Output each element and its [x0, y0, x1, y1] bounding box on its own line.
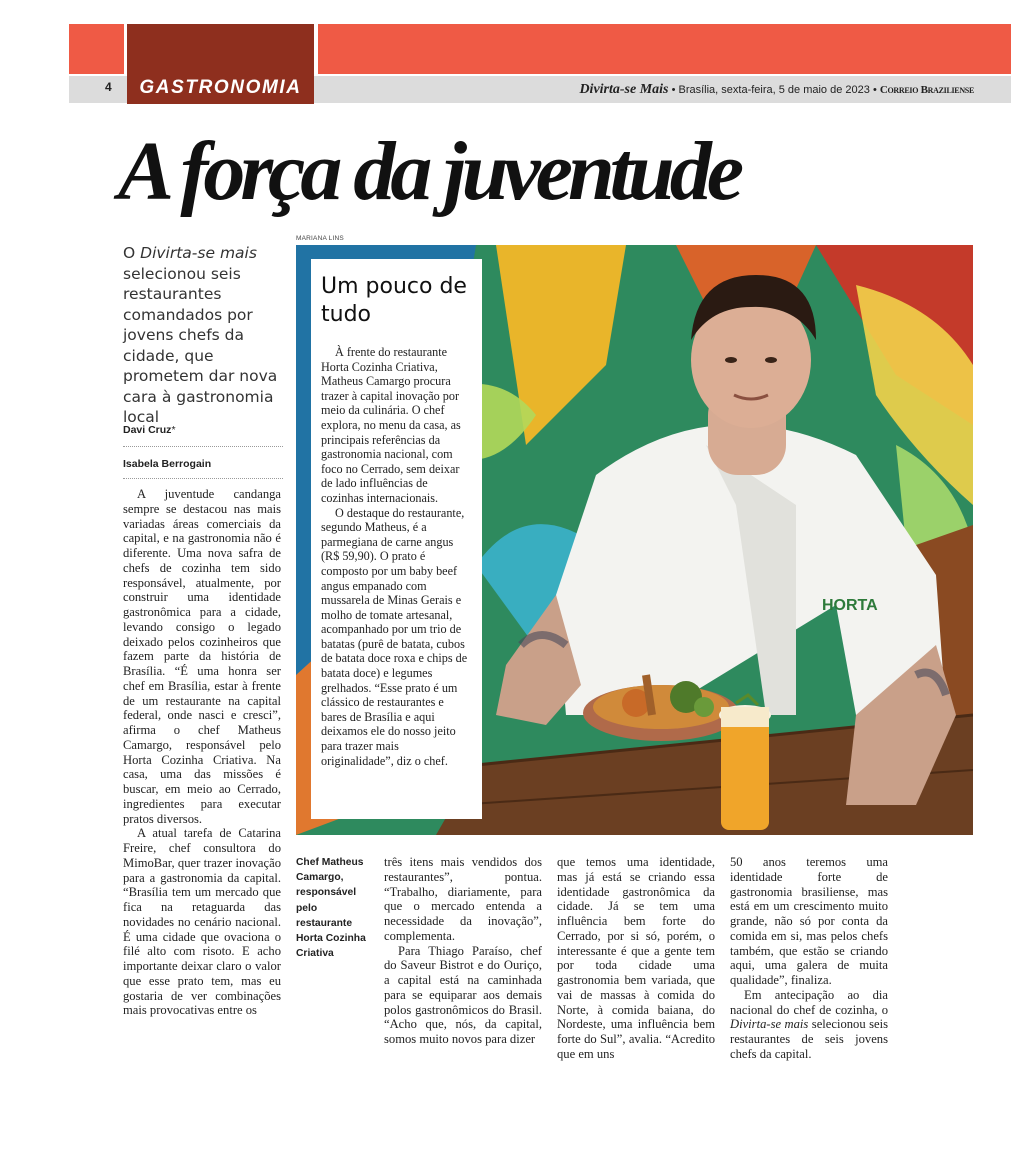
header-accent-left — [69, 24, 124, 74]
byline-divider — [123, 478, 283, 479]
lede-text: selecionou seis restaurantes comandados por jovens chefs da cidade, que prometem dar nova cara à gastronomia local — [123, 264, 278, 426]
page-number: 4 — [105, 80, 112, 94]
headline: A força da juventude — [118, 125, 740, 218]
newspaper-name: Correio Braziliense — [879, 84, 974, 96]
paragraph-text: selecionou seis restaurantes de seis jovens chefs da capital. — [730, 1017, 888, 1061]
byline-author-2: Isabela Berrogain — [123, 458, 212, 470]
byline-divider — [123, 446, 283, 447]
byline-author-1 — [123, 424, 176, 436]
header-accent-right — [318, 24, 1011, 74]
author-name: Davi Cruz — [123, 424, 172, 436]
section-label: GASTRONOMIA — [139, 77, 302, 98]
paragraph — [730, 988, 888, 1062]
body-column-3 — [557, 855, 715, 1062]
lede-italic-text: Divirta-se mais — [140, 244, 257, 262]
body-column-2 — [384, 855, 542, 1047]
author-footnote-mark: * — [171, 424, 176, 436]
sidebar-body — [321, 345, 472, 768]
bullet-separator: • — [671, 84, 676, 96]
publication-name: Divirta-se Mais — [579, 82, 669, 97]
body-column-1 — [123, 487, 281, 1018]
photo-credit: MARIANA LINS — [296, 235, 344, 242]
paragraph: À frente do restaurante Horta Cozinha Criativa, Matheus Camargo procura trazer à capital inovação por meio da culinária. O chef explora, no menu da casa, as principais referências da gastronomia nacional, com foco no Cerrado, sem deixar de lado influências de cozinhas internacionais. — [321, 345, 461, 505]
body-column-4 — [730, 855, 888, 1062]
dateline: Brasília, sexta-feira, 5 de maio de 2023 — [678, 84, 870, 96]
paragraph-italic-text: Divirta-se mais — [730, 1017, 809, 1032]
photo-caption: Chef Matheus Camargo, responsável pelo restaurante Horta Cozinha Criativa — [296, 857, 366, 960]
lede-text: O — [123, 244, 141, 262]
folio-line — [579, 82, 974, 98]
bullet-separator: • — [872, 84, 877, 96]
paragraph: que temos uma identidade, mas já está se criando essa identidade gastronômica da cidade. Já se tem uma influência bem forte do Cerrado, por si só, porém, o interessante é que a gente tem por toda cidade uma gastronomia bem variada, que vai de massas à comida do Norte, à comida baiana, do Nordeste, uma influência bem forte do Sul”, avalia. “Acredito que em uns — [557, 855, 715, 1061]
paragraph: A juventude candanga sempre se destacou nas mais variadas áreas comerciais da capital, e na gastronomia não é diferente. Uma nova safra de chefs de cozinha tem sido responsável, atualmente, por construir uma identidade gastronômica para a cidade, levando consigo o legado deixado pelos cozinheiros que fazem parte da história de Brasília. “É uma honra ser chef em Brasília, estar à frente de um restaurante na capital federal, onde nasci e cresci”, afirma o chef Matheus Camargo, responsável pelo Horta Cozinha Criativa. Na casa, uma das missões é buscar, em meio ao Cerrado, ingredientes para executar pratos diversos. — [123, 487, 281, 826]
paragraph: 50 anos teremos uma identidade forte de gastronomia brasiliense, mas está em um crescimento muito grande, não só por conta da comida em si, mas pelos chefs também, que estão se criando aqui, uma galera de muita qualidade”, finaliza. — [730, 855, 888, 987]
paragraph: A atual tarefa de Catarina Freire, chef consultora do MimoBar, quer trazer inovação para a gastronomia da capital. “Brasília tem um mercado que fica na retaguarda das novidades no cenário nacional. É uma cidade que ovaciona o filé alto com risoto. E acho importante deixar claro o valor que esse prato tem, mas eu gostaria de ver combinações mais provocativas entre os — [123, 826, 281, 1018]
paragraph-text: Em antecipação ao dia nacional do chef de cozinha, o — [730, 987, 888, 1017]
sidebar-title: Um pouco de tudo — [321, 274, 467, 327]
paragraph: O destaque do restaurante, segundo Matheus, é a parmegiana de carne angus (R$ 59,90). O prato é composto por um baby beef angus empanado com mussarela de Minas Gerais e molho de tomate artesanal, acompanhado por um trio de batatas (purê de batata, cubos de batata doce roxa e chips de batata doce) e legumes grelhados. “Esse prato é um clássico de restaurantes e bares de Brasília e aqui deixamos ele do nosso jeito para trazer mais originalidade”, diz o chef. — [321, 505, 468, 768]
paragraph: Para Thiago Paraíso, chef do Saveur Bistrot e do Ouriço, a capital está na caminhada para se equiparar aos demais polos gastronômicos do Brasil. “Acho que, nós, da capital, somos muito novos para dizer — [384, 943, 542, 1046]
lede — [123, 243, 288, 428]
paragraph: três itens mais vendidos dos restaurantes”, pontua. “Trabalho, diariamente, para que o mercado entenda a necessidade da inovação”, complementa. — [384, 855, 542, 943]
jacket-logo-text: HORTA — [822, 597, 878, 614]
